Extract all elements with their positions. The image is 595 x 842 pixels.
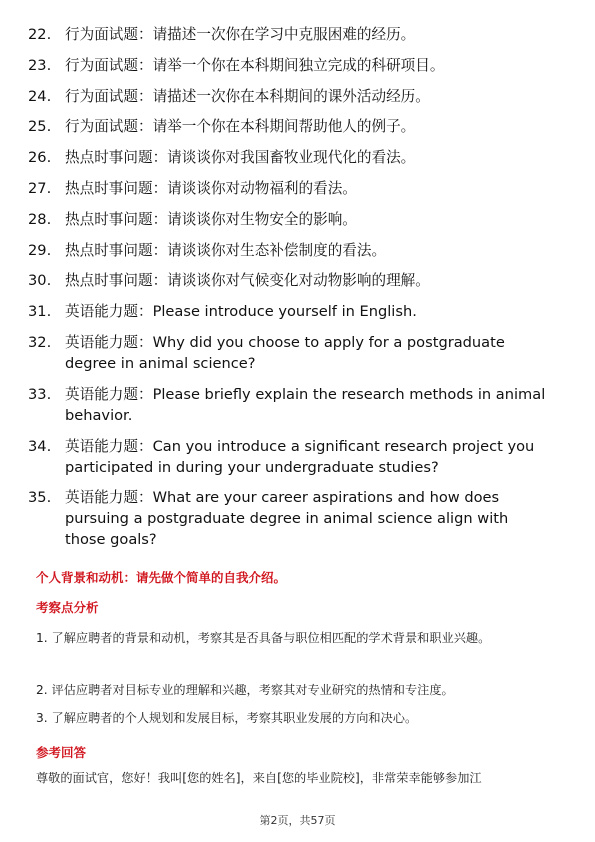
question-number: 27.	[28, 179, 52, 197]
question-item	[28, 436, 548, 478]
question-list	[28, 24, 548, 560]
question-item	[28, 178, 548, 199]
question-text: 英语能力题：Why did you choose to apply for a postgraduate degree in animal science?	[65, 333, 505, 372]
question-number: 29.	[28, 241, 52, 259]
question-item	[28, 487, 548, 550]
section-heading: 个人背景和动机：请先做个简单的自我介绍。	[36, 570, 287, 585]
question-text: 行为面试题：请举一个你在本科期间帮助他人的例子。	[65, 118, 416, 136]
question-number: 25.	[28, 118, 52, 136]
answer-title: 参考回答	[36, 745, 87, 760]
question-item	[28, 24, 548, 45]
question-number: 24.	[28, 87, 52, 105]
question-text: 热点时事问题：请谈谈你对我国畜牧业现代化的看法。	[65, 149, 416, 167]
analysis-title: 考察点分析	[36, 600, 99, 615]
question-number: 26.	[28, 149, 52, 167]
question-item	[28, 147, 548, 168]
question-item	[28, 270, 548, 291]
question-text: 热点时事问题：请谈谈你对生态补偿制度的看法。	[65, 241, 387, 259]
analysis-item: 2. 评估应聘者对目标专业的理解和兴趣，考察其对专业研究的热情和专注度。	[36, 683, 454, 697]
question-text: 行为面试题：请描述一次你在本科期间的课外活动经历。	[65, 87, 430, 105]
answer-text: 尊敬的面试官，您好！我叫[您的姓名]，来自[您的毕业院校]，非常荣幸能够参加江	[36, 771, 482, 785]
page-footer: 第2页，共57页	[259, 814, 336, 827]
question-number: 35.	[28, 489, 52, 507]
question-item	[28, 209, 548, 230]
question-number: 22.	[28, 26, 52, 43]
question-number: 34.	[28, 437, 52, 455]
question-item	[28, 86, 548, 107]
question-text: 英语能力题：Can you introduce a significant research project you participated in during your undergraduate studies?	[65, 437, 535, 476]
question-item	[28, 301, 548, 322]
question-text: 行为面试题：请举一个你在本科期间独立完成的科研项目。	[65, 56, 445, 74]
question-item	[28, 332, 548, 374]
question-item	[28, 116, 548, 137]
question-item	[28, 384, 548, 426]
question-number: 30.	[28, 272, 52, 290]
question-item	[28, 55, 548, 76]
question-number: 33.	[28, 385, 52, 403]
question-number: 23.	[28, 56, 52, 74]
question-text: 热点时事问题：请谈谈你对动物福利的看法。	[65, 179, 357, 197]
analysis-item: 3. 了解应聘者的个人规划和发展目标，考察其职业发展的方向和决心。	[36, 711, 418, 725]
question-text: 热点时事问题：请谈谈你对生物安全的影响。	[65, 210, 357, 228]
question-number: 32.	[28, 333, 52, 351]
question-text: 行为面试题：请描述一次你在学习中克服困难的经历。	[65, 26, 416, 43]
analysis-item: 1. 了解应聘者的背景和动机，考察其是否具备与职位相匹配的学术背景和职业兴趣。	[36, 631, 491, 645]
question-text: 英语能力题：What are your career aspirations and how does pursuing a postgraduate degree in animal science align with those goals?	[65, 489, 509, 549]
question-number: 28.	[28, 210, 52, 228]
question-text: 英语能力题：Please introduce yourself in English.	[65, 303, 417, 321]
question-text: 英语能力题：Please briefly explain the research methods in animal behavior.	[65, 385, 546, 424]
question-item	[28, 240, 548, 261]
question-text: 热点时事问题：请谈谈你对气候变化对动物影响的理解。	[65, 272, 430, 290]
question-number: 31.	[28, 303, 52, 321]
